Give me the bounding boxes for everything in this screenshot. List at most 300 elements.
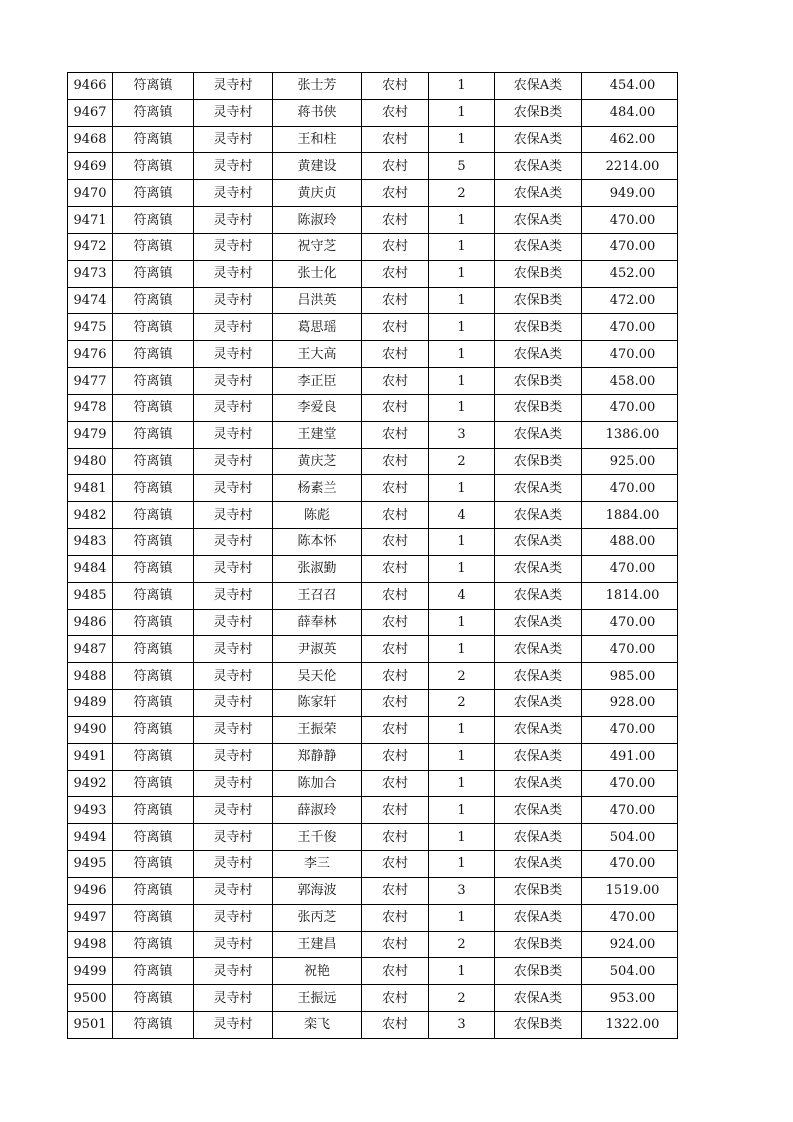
- village-cell: 灵寺村: [194, 314, 273, 341]
- area-type-cell: 农村: [362, 770, 429, 797]
- row-number-cell: 9481: [68, 475, 113, 502]
- name-cell: 王建昌: [273, 931, 362, 958]
- town-cell: 符离镇: [113, 153, 194, 180]
- name-cell: 祝艳: [273, 958, 362, 985]
- name-cell: 张丙芝: [273, 904, 362, 931]
- town-cell: 符离镇: [113, 824, 194, 851]
- amount-cell: 928.00: [582, 690, 678, 717]
- insurance-category-cell: 农保B类: [495, 287, 582, 314]
- area-type-cell: 农村: [362, 690, 429, 717]
- name-cell: 黄庆芝: [273, 448, 362, 475]
- household-size-cell: 4: [429, 502, 495, 529]
- household-size-cell: 2: [429, 180, 495, 207]
- table-row: [68, 207, 678, 234]
- village-cell: 灵寺村: [194, 529, 273, 556]
- town-cell: 符离镇: [113, 716, 194, 743]
- area-type-cell: 农村: [362, 394, 429, 421]
- village-cell: 灵寺村: [194, 368, 273, 395]
- name-cell: 陈本怀: [273, 529, 362, 556]
- town-cell: 符离镇: [113, 287, 194, 314]
- village-cell: 灵寺村: [194, 341, 273, 368]
- household-size-cell: 1: [429, 260, 495, 287]
- table-row: [68, 770, 678, 797]
- insurance-category-cell: 农保A类: [495, 475, 582, 502]
- area-type-cell: 农村: [362, 797, 429, 824]
- amount-cell: 470.00: [582, 314, 678, 341]
- table-row: [68, 153, 678, 180]
- household-size-cell: 1: [429, 207, 495, 234]
- row-number-cell: 9488: [68, 663, 113, 690]
- household-size-cell: 2: [429, 448, 495, 475]
- name-cell: 吴天伦: [273, 663, 362, 690]
- amount-cell: 949.00: [582, 180, 678, 207]
- table-row: [68, 180, 678, 207]
- amount-cell: 472.00: [582, 287, 678, 314]
- area-type-cell: 农村: [362, 851, 429, 878]
- area-type-cell: 农村: [362, 260, 429, 287]
- amount-cell: 470.00: [582, 904, 678, 931]
- amount-cell: 470.00: [582, 716, 678, 743]
- row-number-cell: 9470: [68, 180, 113, 207]
- village-cell: 灵寺村: [194, 690, 273, 717]
- household-size-cell: 1: [429, 958, 495, 985]
- town-cell: 符离镇: [113, 448, 194, 475]
- town-cell: 符离镇: [113, 341, 194, 368]
- amount-cell: 454.00: [582, 73, 678, 100]
- name-cell: 薛淑玲: [273, 797, 362, 824]
- amount-cell: 1814.00: [582, 582, 678, 609]
- amount-cell: 484.00: [582, 99, 678, 126]
- town-cell: 符离镇: [113, 368, 194, 395]
- town-cell: 符离镇: [113, 99, 194, 126]
- village-cell: 灵寺村: [194, 1011, 273, 1038]
- amount-cell: 924.00: [582, 931, 678, 958]
- row-number-cell: 9467: [68, 99, 113, 126]
- row-number-cell: 9487: [68, 636, 113, 663]
- amount-cell: 2214.00: [582, 153, 678, 180]
- household-size-cell: 1: [429, 287, 495, 314]
- town-cell: 符离镇: [113, 475, 194, 502]
- row-number-cell: 9484: [68, 555, 113, 582]
- village-cell: 灵寺村: [194, 207, 273, 234]
- row-number-cell: 9482: [68, 502, 113, 529]
- area-type-cell: 农村: [362, 73, 429, 100]
- household-size-cell: 4: [429, 582, 495, 609]
- area-type-cell: 农村: [362, 877, 429, 904]
- name-cell: 祝守芝: [273, 233, 362, 260]
- amount-cell: 452.00: [582, 260, 678, 287]
- row-number-cell: 9493: [68, 797, 113, 824]
- village-cell: 灵寺村: [194, 233, 273, 260]
- row-number-cell: 9491: [68, 743, 113, 770]
- row-number-cell: 9499: [68, 958, 113, 985]
- name-cell: 李爱良: [273, 394, 362, 421]
- area-type-cell: 农村: [362, 314, 429, 341]
- table-row: [68, 529, 678, 556]
- household-size-cell: 1: [429, 797, 495, 824]
- amount-cell: 488.00: [582, 529, 678, 556]
- table-row: [68, 421, 678, 448]
- household-size-cell: 1: [429, 368, 495, 395]
- row-number-cell: 9480: [68, 448, 113, 475]
- table-row: [68, 958, 678, 985]
- area-type-cell: 农村: [362, 126, 429, 153]
- row-number-cell: 9495: [68, 851, 113, 878]
- insurance-category-cell: 农保B类: [495, 1011, 582, 1038]
- area-type-cell: 农村: [362, 207, 429, 234]
- town-cell: 符离镇: [113, 180, 194, 207]
- village-cell: 灵寺村: [194, 126, 273, 153]
- row-number-cell: 9492: [68, 770, 113, 797]
- village-cell: 灵寺村: [194, 180, 273, 207]
- town-cell: 符离镇: [113, 421, 194, 448]
- village-cell: 灵寺村: [194, 99, 273, 126]
- insurance-category-cell: 农保A类: [495, 824, 582, 851]
- name-cell: 郭海波: [273, 877, 362, 904]
- insurance-category-cell: 农保A类: [495, 904, 582, 931]
- row-number-cell: 9478: [68, 394, 113, 421]
- village-cell: 灵寺村: [194, 636, 273, 663]
- area-type-cell: 农村: [362, 958, 429, 985]
- household-size-cell: 3: [429, 1011, 495, 1038]
- area-type-cell: 农村: [362, 368, 429, 395]
- table-row: [68, 690, 678, 717]
- household-size-cell: 1: [429, 555, 495, 582]
- area-type-cell: 农村: [362, 555, 429, 582]
- amount-cell: 470.00: [582, 394, 678, 421]
- insurance-category-cell: 农保A类: [495, 743, 582, 770]
- village-cell: 灵寺村: [194, 394, 273, 421]
- amount-cell: 1519.00: [582, 877, 678, 904]
- name-cell: 陈加合: [273, 770, 362, 797]
- town-cell: 符离镇: [113, 529, 194, 556]
- area-type-cell: 农村: [362, 931, 429, 958]
- table-row: [68, 824, 678, 851]
- row-number-cell: 9496: [68, 877, 113, 904]
- amount-cell: 504.00: [582, 958, 678, 985]
- village-cell: 灵寺村: [194, 824, 273, 851]
- insurance-category-cell: 农保A类: [495, 153, 582, 180]
- household-size-cell: 1: [429, 394, 495, 421]
- household-size-cell: 1: [429, 233, 495, 260]
- village-cell: 灵寺村: [194, 851, 273, 878]
- insurance-category-cell: 农保B类: [495, 368, 582, 395]
- insurance-category-cell: 农保B类: [495, 877, 582, 904]
- name-cell: 王大高: [273, 341, 362, 368]
- insurance-category-cell: 农保B类: [495, 958, 582, 985]
- amount-cell: 925.00: [582, 448, 678, 475]
- name-cell: 王和柱: [273, 126, 362, 153]
- town-cell: 符离镇: [113, 73, 194, 100]
- town-cell: 符离镇: [113, 502, 194, 529]
- name-cell: 薛奉林: [273, 609, 362, 636]
- household-size-cell: 2: [429, 985, 495, 1012]
- row-number-cell: 9477: [68, 368, 113, 395]
- table-row: [68, 287, 678, 314]
- row-number-cell: 9485: [68, 582, 113, 609]
- area-type-cell: 农村: [362, 529, 429, 556]
- household-size-cell: 1: [429, 904, 495, 931]
- amount-cell: 458.00: [582, 368, 678, 395]
- insurance-category-cell: 农保A类: [495, 582, 582, 609]
- town-cell: 符离镇: [113, 126, 194, 153]
- table-row: [68, 475, 678, 502]
- village-cell: 灵寺村: [194, 555, 273, 582]
- row-number-cell: 9490: [68, 716, 113, 743]
- village-cell: 灵寺村: [194, 287, 273, 314]
- table-row: [68, 636, 678, 663]
- household-size-cell: 1: [429, 851, 495, 878]
- area-type-cell: 农村: [362, 341, 429, 368]
- town-cell: 符离镇: [113, 985, 194, 1012]
- town-cell: 符离镇: [113, 797, 194, 824]
- insurance-category-cell: 农保A类: [495, 73, 582, 100]
- name-cell: 王召召: [273, 582, 362, 609]
- insurance-category-cell: 农保A类: [495, 555, 582, 582]
- table-row: [68, 609, 678, 636]
- amount-cell: 470.00: [582, 233, 678, 260]
- amount-cell: 470.00: [582, 555, 678, 582]
- name-cell: 张士化: [273, 260, 362, 287]
- amount-cell: 470.00: [582, 341, 678, 368]
- area-type-cell: 农村: [362, 824, 429, 851]
- area-type-cell: 农村: [362, 448, 429, 475]
- table-row: [68, 502, 678, 529]
- table-row: [68, 394, 678, 421]
- amount-cell: 491.00: [582, 743, 678, 770]
- household-size-cell: 1: [429, 716, 495, 743]
- village-cell: 灵寺村: [194, 73, 273, 100]
- insurance-category-cell: 农保B类: [495, 260, 582, 287]
- village-cell: 灵寺村: [194, 475, 273, 502]
- amount-cell: 1322.00: [582, 1011, 678, 1038]
- household-size-cell: 1: [429, 743, 495, 770]
- amount-cell: 1386.00: [582, 421, 678, 448]
- row-number-cell: 9500: [68, 985, 113, 1012]
- village-cell: 灵寺村: [194, 448, 273, 475]
- amount-cell: 470.00: [582, 797, 678, 824]
- table-row: [68, 582, 678, 609]
- table-row: [68, 99, 678, 126]
- row-number-cell: 9476: [68, 341, 113, 368]
- town-cell: 符离镇: [113, 1011, 194, 1038]
- area-type-cell: 农村: [362, 421, 429, 448]
- name-cell: 张淑勤: [273, 555, 362, 582]
- area-type-cell: 农村: [362, 475, 429, 502]
- household-size-cell: 1: [429, 475, 495, 502]
- row-number-cell: 9498: [68, 931, 113, 958]
- area-type-cell: 农村: [362, 1011, 429, 1038]
- row-number-cell: 9474: [68, 287, 113, 314]
- insurance-category-cell: 农保A类: [495, 770, 582, 797]
- village-cell: 灵寺村: [194, 716, 273, 743]
- row-number-cell: 9501: [68, 1011, 113, 1038]
- name-cell: 蒋书侠: [273, 99, 362, 126]
- name-cell: 陈淑玲: [273, 207, 362, 234]
- row-number-cell: 9468: [68, 126, 113, 153]
- amount-cell: 1884.00: [582, 502, 678, 529]
- name-cell: 李三: [273, 851, 362, 878]
- insurance-category-cell: 农保B类: [495, 448, 582, 475]
- household-size-cell: 1: [429, 824, 495, 851]
- area-type-cell: 农村: [362, 904, 429, 931]
- area-type-cell: 农村: [362, 582, 429, 609]
- town-cell: 符离镇: [113, 233, 194, 260]
- household-size-cell: 1: [429, 73, 495, 100]
- name-cell: 郑静静: [273, 743, 362, 770]
- village-cell: 灵寺村: [194, 502, 273, 529]
- table-row: [68, 797, 678, 824]
- name-cell: 尹淑英: [273, 636, 362, 663]
- name-cell: 杨素兰: [273, 475, 362, 502]
- records-table-body: [68, 73, 678, 1039]
- amount-cell: 953.00: [582, 985, 678, 1012]
- area-type-cell: 农村: [362, 663, 429, 690]
- name-cell: 王千俊: [273, 824, 362, 851]
- row-number-cell: 9466: [68, 73, 113, 100]
- table-row: [68, 260, 678, 287]
- name-cell: 栾飞: [273, 1011, 362, 1038]
- household-size-cell: 1: [429, 126, 495, 153]
- row-number-cell: 9471: [68, 207, 113, 234]
- town-cell: 符离镇: [113, 690, 194, 717]
- table-row: [68, 743, 678, 770]
- name-cell: 王建堂: [273, 421, 362, 448]
- name-cell: 黄庆贞: [273, 180, 362, 207]
- table-row: [68, 716, 678, 743]
- name-cell: 黄建设: [273, 153, 362, 180]
- amount-cell: 470.00: [582, 770, 678, 797]
- insurance-category-cell: 农保B类: [495, 99, 582, 126]
- row-number-cell: 9472: [68, 233, 113, 260]
- village-cell: 灵寺村: [194, 663, 273, 690]
- household-size-cell: 1: [429, 341, 495, 368]
- town-cell: 符离镇: [113, 663, 194, 690]
- town-cell: 符离镇: [113, 609, 194, 636]
- insurance-category-cell: 农保A类: [495, 985, 582, 1012]
- insurance-category-cell: 农保B类: [495, 394, 582, 421]
- village-cell: 灵寺村: [194, 931, 273, 958]
- table-row: [68, 314, 678, 341]
- row-number-cell: 9479: [68, 421, 113, 448]
- household-size-cell: 1: [429, 529, 495, 556]
- town-cell: 符离镇: [113, 770, 194, 797]
- name-cell: 陈彪: [273, 502, 362, 529]
- area-type-cell: 农村: [362, 153, 429, 180]
- area-type-cell: 农村: [362, 233, 429, 260]
- name-cell: 吕洪英: [273, 287, 362, 314]
- name-cell: 张士芳: [273, 73, 362, 100]
- household-size-cell: 2: [429, 690, 495, 717]
- household-size-cell: 2: [429, 663, 495, 690]
- area-type-cell: 农村: [362, 609, 429, 636]
- amount-cell: 504.00: [582, 824, 678, 851]
- village-cell: 灵寺村: [194, 904, 273, 931]
- insurance-category-cell: 农保B类: [495, 931, 582, 958]
- village-cell: 灵寺村: [194, 877, 273, 904]
- table-row: [68, 341, 678, 368]
- amount-cell: 470.00: [582, 609, 678, 636]
- town-cell: 符离镇: [113, 555, 194, 582]
- town-cell: 符离镇: [113, 851, 194, 878]
- insurance-category-cell: 农保A类: [495, 126, 582, 153]
- household-size-cell: 1: [429, 314, 495, 341]
- village-cell: 灵寺村: [194, 797, 273, 824]
- town-cell: 符离镇: [113, 931, 194, 958]
- town-cell: 符离镇: [113, 394, 194, 421]
- amount-cell: 462.00: [582, 126, 678, 153]
- village-cell: 灵寺村: [194, 153, 273, 180]
- household-size-cell: 1: [429, 99, 495, 126]
- area-type-cell: 农村: [362, 636, 429, 663]
- area-type-cell: 农村: [362, 985, 429, 1012]
- village-cell: 灵寺村: [194, 421, 273, 448]
- village-cell: 灵寺村: [194, 958, 273, 985]
- insurance-category-cell: 农保A类: [495, 180, 582, 207]
- row-number-cell: 9497: [68, 904, 113, 931]
- table-row: [68, 368, 678, 395]
- town-cell: 符离镇: [113, 314, 194, 341]
- household-size-cell: 2: [429, 931, 495, 958]
- household-size-cell: 1: [429, 770, 495, 797]
- table-row: [68, 448, 678, 475]
- table-row: [68, 126, 678, 153]
- insurance-category-cell: 农保A类: [495, 663, 582, 690]
- row-number-cell: 9483: [68, 529, 113, 556]
- name-cell: 王振远: [273, 985, 362, 1012]
- row-number-cell: 9475: [68, 314, 113, 341]
- household-size-cell: 5: [429, 153, 495, 180]
- row-number-cell: 9473: [68, 260, 113, 287]
- insurance-category-cell: 农保B类: [495, 314, 582, 341]
- town-cell: 符离镇: [113, 877, 194, 904]
- table-row: [68, 1011, 678, 1038]
- insurance-category-cell: 农保A类: [495, 421, 582, 448]
- insurance-category-cell: 农保A类: [495, 690, 582, 717]
- insurance-category-cell: 农保A类: [495, 716, 582, 743]
- name-cell: 王振荣: [273, 716, 362, 743]
- area-type-cell: 农村: [362, 180, 429, 207]
- household-size-cell: 3: [429, 421, 495, 448]
- household-size-cell: 1: [429, 636, 495, 663]
- table-row: [68, 877, 678, 904]
- town-cell: 符离镇: [113, 207, 194, 234]
- table-row: [68, 904, 678, 931]
- insurance-category-cell: 农保A类: [495, 502, 582, 529]
- insurance-category-cell: 农保A类: [495, 609, 582, 636]
- name-cell: 李正臣: [273, 368, 362, 395]
- village-cell: 灵寺村: [194, 985, 273, 1012]
- area-type-cell: 农村: [362, 99, 429, 126]
- insurance-category-cell: 农保A类: [495, 341, 582, 368]
- row-number-cell: 9486: [68, 609, 113, 636]
- insurance-category-cell: 农保A类: [495, 797, 582, 824]
- village-cell: 灵寺村: [194, 260, 273, 287]
- records-table: [67, 72, 678, 1039]
- insurance-category-cell: 农保A类: [495, 207, 582, 234]
- amount-cell: 470.00: [582, 207, 678, 234]
- area-type-cell: 农村: [362, 743, 429, 770]
- amount-cell: 470.00: [582, 475, 678, 502]
- name-cell: 陈家轩: [273, 690, 362, 717]
- table-row: [68, 73, 678, 100]
- row-number-cell: 9469: [68, 153, 113, 180]
- household-size-cell: 1: [429, 609, 495, 636]
- table-row: [68, 555, 678, 582]
- town-cell: 符离镇: [113, 582, 194, 609]
- town-cell: 符离镇: [113, 958, 194, 985]
- village-cell: 灵寺村: [194, 770, 273, 797]
